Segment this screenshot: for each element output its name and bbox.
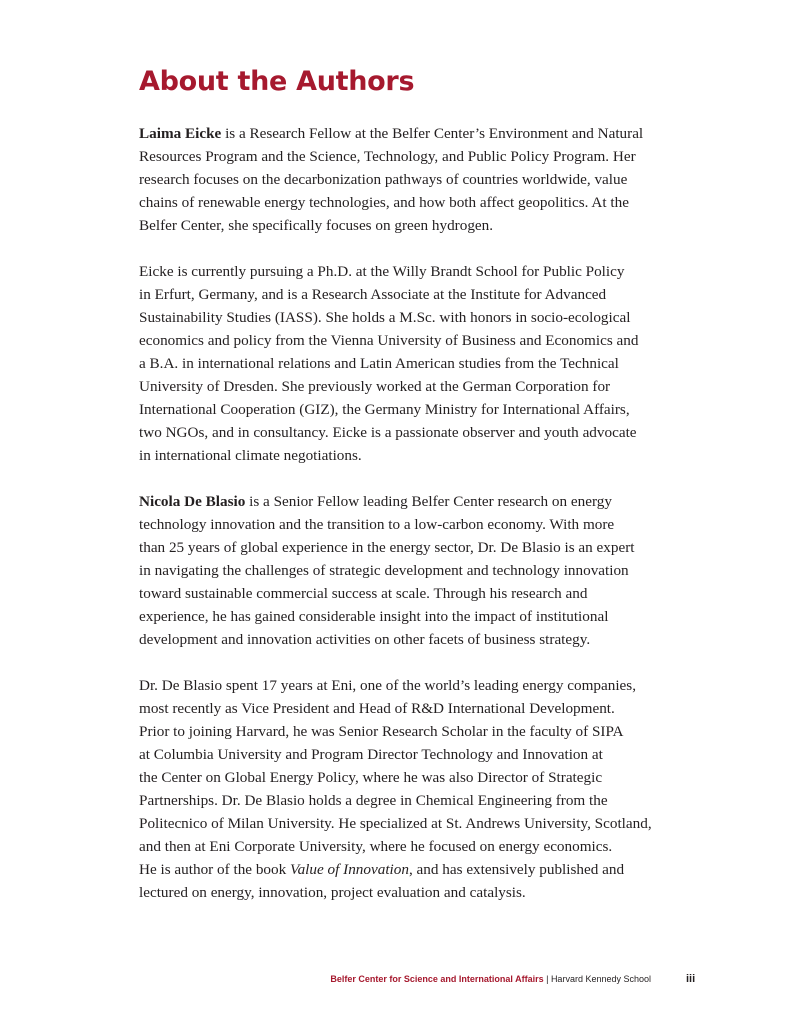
text-line: economics and policy from the Vienna University of Business and Economics and xyxy=(139,332,639,349)
text-line: toward sustainable commercial success at scale. Through his research and xyxy=(139,585,588,602)
text-line xyxy=(139,858,659,881)
text-line: Partnerships. Dr. De Blasio holds a degree in Chemical Engineering from the xyxy=(139,792,608,809)
page-number: iii xyxy=(686,973,696,985)
book-title: Value of Innovation xyxy=(290,861,409,878)
text-line: development and innovation activities on other facets of business strategy. xyxy=(139,631,591,648)
text-line: Sustainability Studies (IASS). She holds a M.Sc. with honors in socio-ecological xyxy=(139,309,631,326)
footer-school: Harvard Kennedy School xyxy=(550,974,651,984)
text-line: a B.A. in international relations and Latin American studies from the Technical xyxy=(139,355,619,372)
bio-paragraph-de-blasio-1 xyxy=(139,490,659,651)
text-line: in navigating the challenges of strategic development and technology innovation xyxy=(139,562,629,579)
text-line: University of Dresden. She previously worked at the German Corporation for xyxy=(139,378,611,395)
text-line: technology innovation and the transition to a low-carbon economy. With more xyxy=(139,516,615,533)
text-line: most recently as Vice President and Head of R&D International Development. xyxy=(139,700,615,717)
text-line: Belfer Center, she specifically focuses on green hydrogen. xyxy=(139,217,494,234)
text-line: Prior to joining Harvard, he was Senior Research Scholar in the faculty of SIPA xyxy=(139,723,624,740)
text-line: in international climate negotiations. xyxy=(139,447,362,464)
text-line: research focuses on the decarbonization pathways of countries worldwide, value xyxy=(139,171,628,188)
text-line-fragment: is a Research Fellow at the Belfer Center’s Environment and Natural xyxy=(221,125,644,142)
author-bios xyxy=(139,122,659,927)
text-line: two NGOs, and in consultancy. Eicke is a passionate observer and youth advocate xyxy=(139,424,637,441)
text-line: and then at Eni Corporate University, where he focused on energy economics. xyxy=(139,838,613,855)
text-line: experience, he has gained considerable insight into the impact of institutional xyxy=(139,608,609,625)
text-line: Dr. De Blasio spent 17 years at Eni, one of the world’s leading energy companies, xyxy=(139,677,636,694)
text-line-fragment: , and has extensively published and xyxy=(408,861,625,878)
page-footer xyxy=(0,972,791,988)
author-name: Nicola De Blasio xyxy=(139,493,246,510)
text-line: Politecnico of Milan University. He specialized at St. Andrews University, Scotland, xyxy=(139,815,652,832)
text-line: chains of renewable energy technologies, and how both affect geopolitics. At the xyxy=(139,194,629,211)
text-line xyxy=(139,490,659,513)
text-line-fragment: He is author of the book xyxy=(139,861,290,878)
text-line-fragment: is a Senior Fellow leading Belfer Center research on energy xyxy=(245,493,612,510)
text-line xyxy=(139,122,659,145)
bio-paragraph-de-blasio-2 xyxy=(139,674,659,904)
text-line: Eicke is currently pursuing a Ph.D. at the Willy Brandt School for Public Policy xyxy=(139,263,625,280)
footer-separator: | xyxy=(543,974,551,984)
text-line: lectured on energy, innovation, project evaluation and catalysis. xyxy=(139,884,526,901)
bio-paragraph-eicke-1 xyxy=(139,122,659,237)
text-line: than 25 years of global experience in the energy sector, Dr. De Blasio is an expert xyxy=(139,539,635,556)
bio-paragraph-eicke-2 xyxy=(139,260,659,467)
footer-credit xyxy=(330,972,651,986)
text-line: International Cooperation (GIZ), the Germany Ministry for International Affairs, xyxy=(139,401,630,418)
text-line: at Columbia University and Program Director Technology and Innovation at xyxy=(139,746,603,763)
page-title: About the Authors xyxy=(139,66,415,97)
footer-organization: Belfer Center for Science and International Affairs xyxy=(330,974,544,984)
text-line: the Center on Global Energy Policy, where he was also Director of Strategic xyxy=(139,769,603,786)
text-line: in Erfurt, Germany, and is a Research Associate at the Institute for Advanced xyxy=(139,286,607,303)
text-line: Resources Program and the Science, Technology, and Public Policy Program. Her xyxy=(139,148,636,165)
author-name: Laima Eicke xyxy=(139,125,222,142)
